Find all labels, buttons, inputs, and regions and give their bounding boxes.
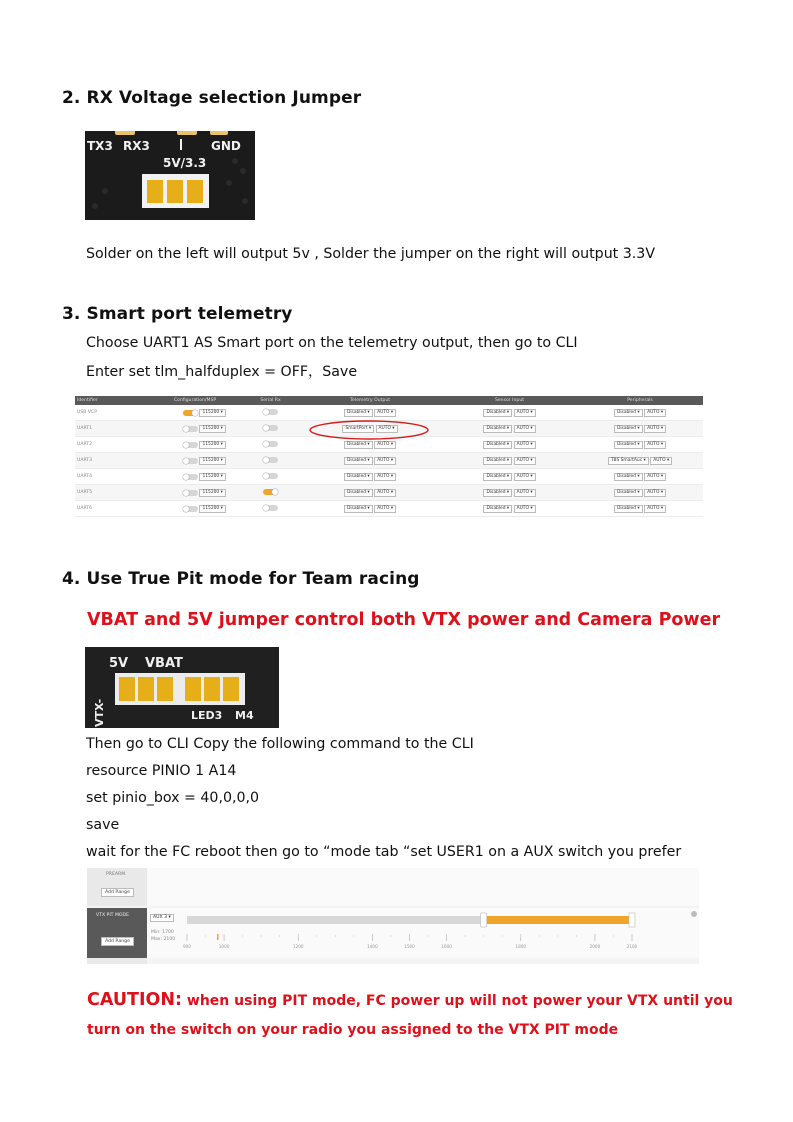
label-5v: 5V: [109, 656, 129, 671]
port-identifier: UART5: [77, 490, 93, 495]
telemetry-select[interactable]: Disabled ▾: [344, 505, 373, 513]
peripheral-baud-select[interactable]: AUTO ▾: [644, 473, 666, 481]
msp-toggle[interactable]: [183, 442, 198, 448]
sensor-cell: [442, 437, 577, 453]
sensor-baud-select[interactable]: AUTO ▾: [514, 473, 536, 481]
sensor-baud-select[interactable]: AUTO ▾: [514, 425, 536, 433]
caution-heading: CAUTION:: [87, 990, 183, 1010]
sensor-baud-select[interactable]: AUTO ▾: [514, 505, 536, 513]
peripheral-cell: [577, 437, 703, 453]
msp-baud-select[interactable]: 115200 ▾: [199, 441, 225, 449]
peripheral-select[interactable]: Disabled ▾: [614, 473, 643, 481]
smartport-highlight-ellipse: [307, 419, 431, 441]
telemetry-baud-select[interactable]: AUTO ▾: [374, 441, 396, 449]
sensor-cell: [442, 405, 577, 421]
caution-line-2: turn on the switch on your radio you assigned to the VTX PIT mode: [87, 1022, 619, 1038]
caution-text: when using PIT mode, FC power up will not power your VTX until you: [182, 993, 733, 1009]
mode-tab-instruction: wait for the FC reboot then go to “mode tab “set USER1 on a AUX switch you prefer: [86, 844, 682, 860]
ports-configuration-table: [75, 396, 703, 517]
msp-baud-select[interactable]: 115200 ▾: [199, 409, 225, 417]
sensor-cell: [442, 501, 577, 517]
msp-cell: [147, 501, 243, 517]
peripheral-baud-select[interactable]: AUTO ▾: [644, 425, 666, 433]
telemetry-select[interactable]: SmartPort ▾: [342, 425, 374, 433]
sensor-cell: [442, 485, 577, 501]
sensor-select[interactable]: Disabled ▾: [483, 441, 512, 449]
sensor-select[interactable]: Disabled ▾: [483, 425, 512, 433]
port-row-uart5: [75, 485, 703, 501]
col-sensor-input: Sensor Input: [442, 396, 577, 405]
vbat-5v-jumper-photo: [85, 647, 279, 728]
peripheral-cell: [577, 405, 703, 421]
col-configuration-msp: Configuration/MSP: [147, 396, 243, 405]
port-row-uart6: [75, 501, 703, 517]
peripheral-baud-select[interactable]: AUTO ▾: [644, 441, 666, 449]
port-identifier: UART6: [77, 506, 93, 511]
cli-save-command: save: [86, 817, 120, 833]
serial-rx-toggle[interactable]: [263, 473, 278, 479]
scale-tick-label: 2000: [589, 944, 601, 949]
channel-position-marker: [217, 934, 219, 940]
port-identifier: UART3: [77, 458, 93, 463]
telemetry-select[interactable]: Disabled ▾: [344, 489, 373, 497]
label-vbat: VBAT: [145, 656, 183, 671]
telemetry-baud-select[interactable]: AUTO ▾: [376, 425, 398, 433]
scale-tick-label: 900: [183, 944, 191, 949]
serial-rx-toggle[interactable]: [263, 425, 278, 431]
section-title-rx-voltage: 2. RX Voltage selection Jumper: [62, 88, 362, 108]
aux-channel-select[interactable]: AUX 3 ▾: [150, 914, 174, 922]
sensor-cell: [442, 469, 577, 485]
caution-line-1: [87, 990, 733, 1010]
vtx-add-range-button[interactable]: Add Range: [101, 937, 134, 946]
sensor-select[interactable]: Disabled ▾: [483, 489, 512, 497]
label-rx3: RX3: [123, 139, 150, 153]
port-identifier: UART2: [77, 442, 93, 447]
sensor-select[interactable]: Disabled ▾: [483, 457, 512, 465]
label-5v-3v3: 5V/3.3: [163, 156, 207, 170]
sensor-baud-select[interactable]: AUTO ▾: [514, 441, 536, 449]
telemetry-select[interactable]: Disabled ▾: [344, 473, 373, 481]
peripheral-baud-select[interactable]: AUTO ▾: [644, 505, 666, 513]
scale-tick-label: 1000: [218, 944, 230, 949]
peripheral-baud-select[interactable]: AUTO ▾: [644, 409, 666, 417]
identifier-cell: [75, 437, 147, 453]
cli-set-pinio-command: set pinio_box = 40,0,0,0: [86, 790, 260, 806]
slider-active-range: [484, 916, 632, 924]
smart-port-instruction: Choose UART1 AS Smart port on the telemetry output, then go to CLI: [86, 335, 578, 351]
col-peripherals: Peripherals: [577, 396, 703, 405]
telemetry-baud-select[interactable]: AUTO ▾: [374, 505, 396, 513]
telemetry-baud-select[interactable]: AUTO ▾: [374, 489, 396, 497]
scale-tick-label: 1600: [441, 944, 452, 949]
scale-tick-label: 1500: [404, 944, 415, 949]
sensor-cell: [442, 421, 577, 437]
col-identifier: Identifier: [75, 396, 147, 405]
telemetry-select[interactable]: Disabled ▾: [344, 441, 373, 449]
peripheral-cell: [577, 453, 703, 469]
identifier-cell: [75, 421, 147, 437]
prearm-add-range-button[interactable]: Add Range: [101, 888, 134, 897]
msp-toggle[interactable]: [183, 490, 198, 496]
slider-min-handle[interactable]: [481, 913, 487, 927]
sensor-baud-select[interactable]: AUTO ▾: [514, 409, 536, 417]
msp-toggle[interactable]: [183, 458, 198, 464]
serial-rx-cell: [243, 437, 298, 453]
identifier-cell: [75, 469, 147, 485]
sensor-select[interactable]: Disabled ▾: [483, 505, 512, 513]
msp-baud-select[interactable]: 115200 ▾: [199, 489, 225, 497]
peripheral-cell: [577, 501, 703, 517]
vtx-power-warning: VBAT and 5V jumper control both VTX power and Camera Power: [87, 610, 721, 630]
telemetry-baud-select[interactable]: AUTO ▾: [374, 409, 396, 417]
msp-baud-select[interactable]: 115200 ▾: [199, 457, 225, 465]
serial-rx-cell: [243, 421, 298, 437]
cli-resource-command: resource PINIO 1 A14: [86, 763, 237, 779]
next-row-stub: [87, 958, 147, 964]
peripheral-select[interactable]: Disabled ▾: [614, 489, 643, 497]
identifier-cell: [75, 501, 147, 517]
label-gnd: GND: [211, 139, 241, 153]
msp-cell: [147, 421, 243, 437]
vtx-pit-mode-label: VTX PIT MODE: [96, 913, 129, 918]
serial-rx-toggle[interactable]: [263, 441, 278, 447]
msp-toggle[interactable]: [183, 474, 198, 480]
serial-rx-cell: [243, 469, 298, 485]
serial-rx-toggle[interactable]: [263, 505, 278, 511]
msp-cell: [147, 405, 243, 421]
slider-max-handle[interactable]: [629, 913, 635, 927]
rx-jumper-description: Solder on the left will output 5v , Solder the jumper on the right will output 3.3V: [86, 246, 656, 262]
telemetry-baud-select[interactable]: AUTO ▾: [374, 457, 396, 465]
identifier-cell: [75, 485, 147, 501]
label-tx3: TX3: [87, 139, 113, 153]
telemetry-select[interactable]: Disabled ▾: [344, 409, 373, 417]
port-row-uart4: [75, 469, 703, 485]
peripheral-cell: [577, 421, 703, 437]
peripheral-baud-select[interactable]: AUTO ▾: [650, 457, 672, 465]
modes-panel: [87, 868, 699, 964]
serial-rx-cell: [243, 501, 298, 517]
telemetry-cell: [298, 453, 442, 469]
msp-cell: [147, 437, 243, 453]
telemetry-cell: [298, 469, 442, 485]
rx-jumper-photo: [85, 131, 255, 220]
identifier-cell: [75, 453, 147, 469]
msp-cell: [147, 453, 243, 469]
msp-cell: [147, 485, 243, 501]
peripheral-select[interactable]: TBS SmartAuc ▾: [608, 457, 649, 465]
telemetry-cell: [298, 501, 442, 517]
peripheral-cell: [577, 485, 703, 501]
telemetry-select[interactable]: Disabled ▾: [344, 457, 373, 465]
peripheral-cell: [577, 469, 703, 485]
peripheral-select[interactable]: Disabled ▾: [614, 409, 643, 417]
vtx-pit-mode-row-body: [147, 908, 699, 958]
msp-baud-select[interactable]: 115200 ▾: [199, 505, 225, 513]
ports-header-row: [75, 396, 703, 405]
msp-cell: [147, 469, 243, 485]
serial-rx-cell: [243, 453, 298, 469]
scale-tick-label: 1200: [292, 944, 304, 949]
sensor-baud-select[interactable]: AUTO ▾: [514, 457, 536, 465]
port-row-uart3: [75, 453, 703, 469]
port-identifier: USB VCP: [77, 410, 98, 415]
serial-rx-toggle[interactable]: [263, 409, 278, 415]
serial-rx-cell: [243, 405, 298, 421]
prearm-label: PREARM: [106, 872, 126, 877]
scale-tick-label: 2100: [626, 944, 638, 949]
peripheral-baud-select[interactable]: AUTO ▾: [644, 489, 666, 497]
msp-toggle[interactable]: [183, 410, 198, 416]
sensor-cell: [442, 453, 577, 469]
serial-rx-toggle[interactable]: [263, 457, 278, 463]
prearm-row-label: [87, 868, 147, 906]
peripheral-select[interactable]: Disabled ▾: [614, 441, 643, 449]
cli-instruction: Then go to CLI Copy the following command to the CLI: [86, 736, 474, 752]
section-title-smart-port: 3. Smart port telemetry: [62, 304, 293, 324]
sensor-baud-select[interactable]: AUTO ▾: [514, 489, 536, 497]
msp-baud-select[interactable]: 115200 ▾: [199, 473, 225, 481]
aux-channel-value: AUX 3: [153, 915, 168, 920]
scale-tick-label: 1400: [367, 944, 378, 949]
prearm-row-body: [147, 868, 699, 906]
peripheral-select[interactable]: Disabled ▾: [614, 505, 643, 513]
serial-rx-toggle[interactable]: [263, 489, 278, 495]
sensor-select[interactable]: Disabled ▾: [483, 409, 512, 417]
scale-tick-label: 1800: [515, 944, 527, 949]
range-min-text: Min: 1700: [151, 930, 174, 935]
serial-rx-cell: [243, 485, 298, 501]
telemetry-cell: [298, 485, 442, 501]
telemetry-baud-select[interactable]: AUTO ▾: [374, 473, 396, 481]
sensor-select[interactable]: Disabled ▾: [483, 473, 512, 481]
remove-range-icon[interactable]: [691, 911, 697, 917]
port-identifier: UART4: [77, 474, 93, 479]
vtx-pit-mode-row-label: [87, 908, 147, 958]
range-max-text: Max: 2100: [151, 937, 176, 942]
identifier-cell: [75, 405, 147, 421]
label-m4: M4: [235, 709, 254, 722]
port-identifier: UART1: [77, 426, 93, 431]
smart-port-cli-command: Enter set tlm_halfduplex = OFF，Save: [86, 364, 358, 380]
peripheral-select[interactable]: Disabled ▾: [614, 425, 643, 433]
section-title-pit-mode: 4. Use True Pit mode for Team racing: [62, 569, 420, 589]
col-serial-rx: Serial Rx: [243, 396, 298, 405]
label-led3: LED3: [191, 709, 223, 722]
msp-toggle[interactable]: [183, 426, 198, 432]
col-telemetry-output: Telemetry Output: [298, 396, 442, 405]
range-slider[interactable]: [147, 908, 699, 958]
msp-baud-select[interactable]: 115200 ▾: [199, 425, 225, 433]
label-vtx: VTX-: [93, 698, 106, 727]
msp-toggle[interactable]: [183, 506, 198, 512]
